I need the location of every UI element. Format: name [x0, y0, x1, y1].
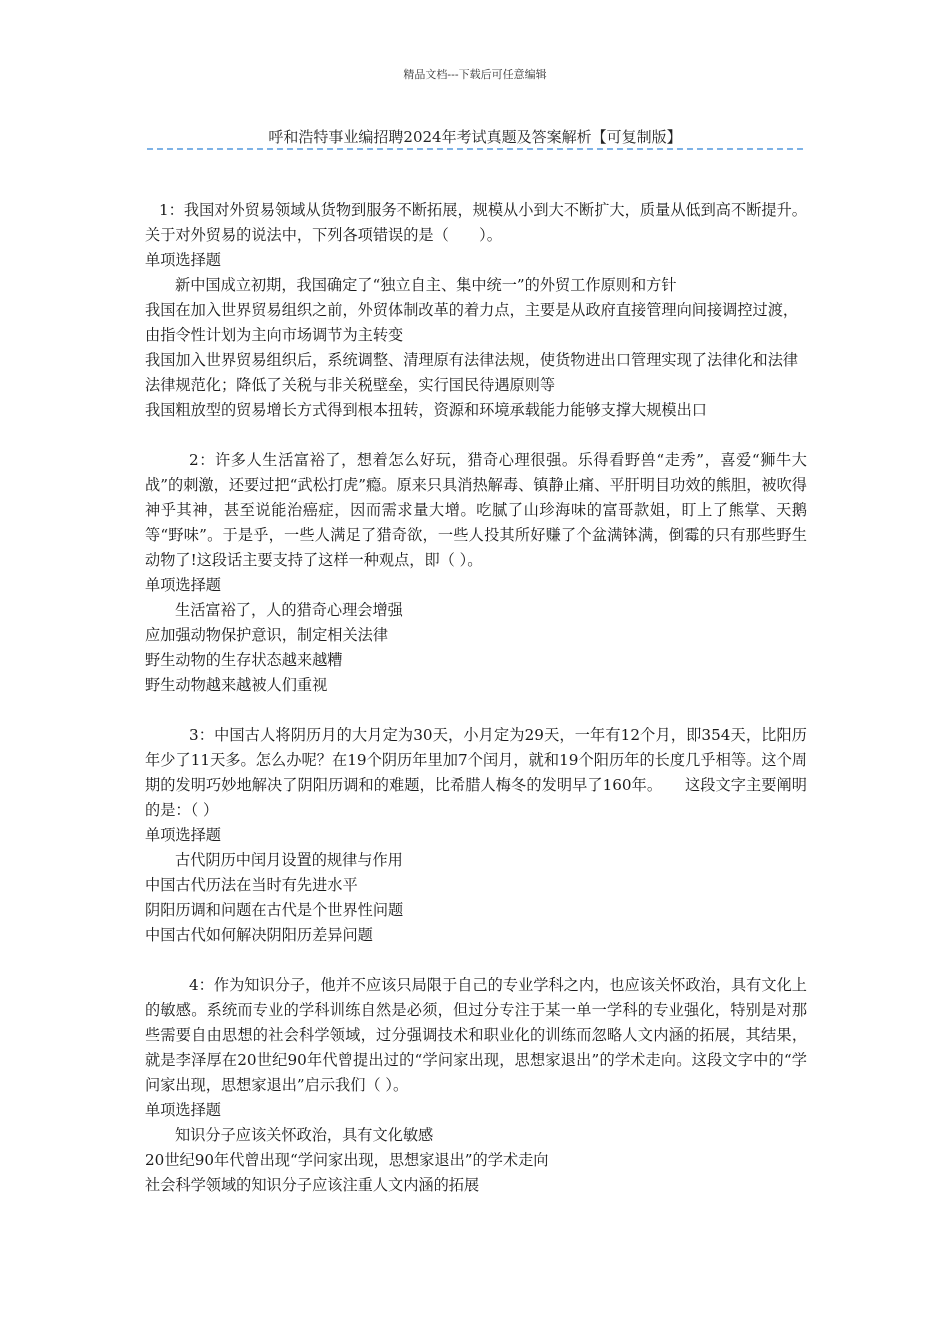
option-b: 我国在加入世界贸易组织之前，外贸体制改革的着力点，主要是从政府直接管理向间接调控过渡，由指令性计划为主向市场调节为主转变 — [145, 301, 799, 344]
question-1 — [145, 198, 807, 423]
header-note: 精品文档---下载后可任意编辑 — [403, 68, 547, 81]
question-4 — [145, 973, 807, 1198]
option-a: 古代阴历中闰月设置的规律与作用 — [175, 851, 403, 869]
question-3 — [145, 723, 807, 948]
option-a: 知识分子应该关怀政治，具有文化敏感 — [175, 1126, 434, 1144]
title-divider — [147, 148, 803, 150]
option-d: 中国古代如何解决阴阳历差异问题 — [145, 926, 373, 944]
question-list — [145, 198, 807, 1223]
question-type: 单项选择题 — [145, 251, 221, 269]
question-2 — [145, 448, 807, 698]
option-d: 野生动物越来越被人们重视 — [145, 676, 328, 694]
question-stem: 2：许多人生活富裕了，想着怎么好玩，猎奇心理很强。乐得看野兽“走秀”，喜爱“狮牛大战”的刺激，还要过把“武松打虎”瘾。原来只具消热解毒、镇静止痛、平肝明目功效的熊胆，被吹得神乎其神，甚至说能治癌症，因而需求量大增。吃腻了山珍海味的富哥款姐，盯上了熊掌、天鹅等“野味”。于是乎，一些人满足了猎奇欲，一些人投其所好赚了个盆满钵满，倒霉的只有那些野生动物了!这段话主要支持了这样一种观点，即（ ）。 — [145, 451, 807, 569]
option-a: 生活富裕了，人的猎奇心理会增强 — [175, 601, 403, 619]
question-type: 单项选择题 — [145, 1101, 221, 1119]
option-c: 野生动物的生存状态越来越糟 — [145, 651, 343, 669]
option-b: 中国古代历法在当时有先进水平 — [145, 876, 358, 894]
option-b: 应加强动物保护意识，制定相关法律 — [145, 626, 388, 644]
question-stem: 4：作为知识分子，他并不应该只局限于自己的专业学科之内，也应该关怀政治，具有文化上的敏感。系统而专业的学科训练自然是必须，但过分专注于某一单一学科的专业强化，特别是对那些需要自由思想的社会科学领域，过分强调技术和职业化的训练而忽略人文内涵的拓展，其结果，就是李泽厚在20世纪90年代曾提出过的“学问家出现，思想家退出”的学术走向。这段文字中的“学问家出现，思想家退出”启示我们（ ）。 — [145, 976, 807, 1094]
option-c: 阴阳历调和问题在古代是个世界性问题 — [145, 901, 404, 919]
option-a: 新中国成立初期，我国确定了“独立自主、集中统一”的外贸工作原则和方针 — [175, 276, 677, 294]
option-d: 我国粗放型的贸易增长方式得到根本扭转，资源和环境承载能力能够支撑大规模出口 — [145, 401, 707, 419]
option-c: 社会科学领域的知识分子应该注重人文内涵的拓展 — [145, 1176, 480, 1194]
question-type: 单项选择题 — [145, 576, 221, 594]
option-c: 我国加入世界贸易组织后，系统调整、清理原有法律法规，使货物进出口管理实现了法律化和法律法律规范化；降低了关税与非关税壁垒，实行国民待遇原则等 — [145, 351, 799, 394]
document-title: 呼和浩特事业编招聘2024年考试真题及答案解析【可复制版】 — [268, 128, 682, 146]
option-b: 20世纪90年代曾出现“学问家出现，思想家退出”的学术走向 — [145, 1151, 549, 1169]
question-stem: 1：我国对外贸易领域从货物到服务不断拓展，规模从小到大不断扩大，质量从低到高不断提升。关于对外贸易的说法中，下列各项错误的是（ ）。 — [145, 201, 807, 244]
question-type: 单项选择题 — [145, 826, 221, 844]
question-stem: 3：中国古人将阴历月的大月定为30天，小月定为29天，一年有12个月，即354天，比阳历年少了11天多。怎么办呢？在19个阴历年里加7个闰月，就和19个阳历年的长度几乎相等。这个周期的发明巧妙地解决了阴阳历调和的难题，比希腊人梅冬的发明早了160年。 这段文字主要阐明的是：（ ） — [145, 726, 807, 819]
